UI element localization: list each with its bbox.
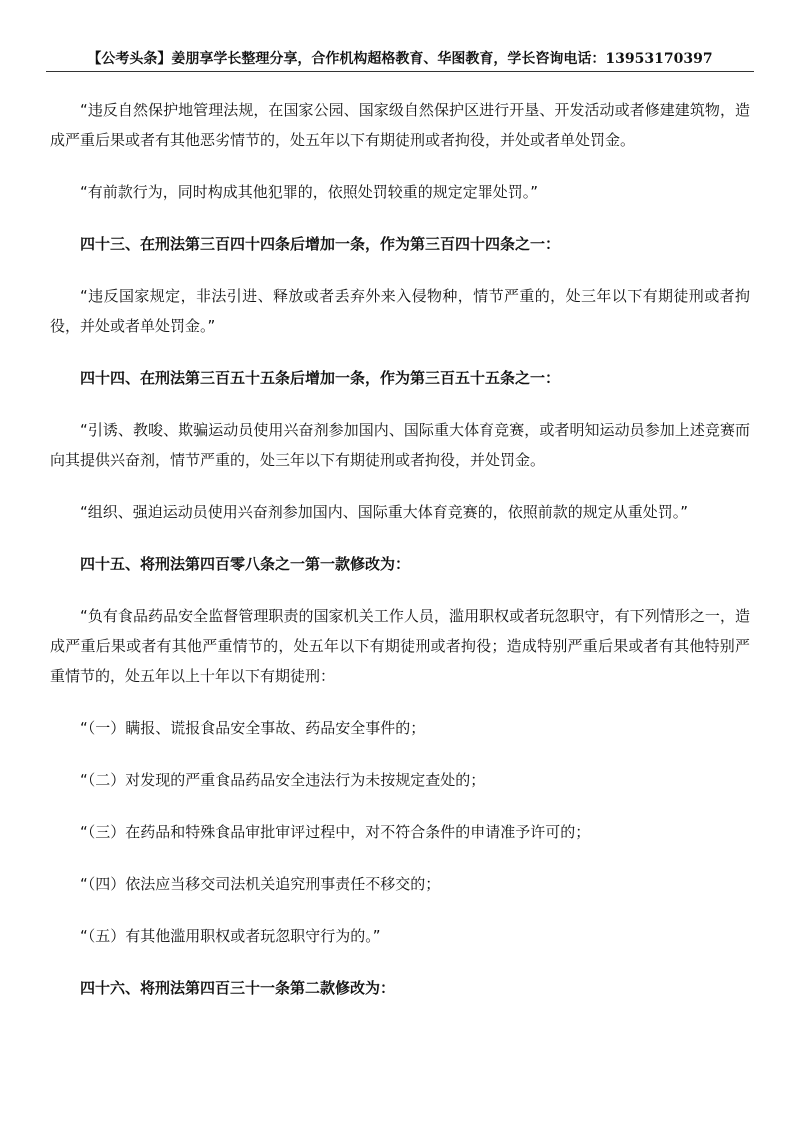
list-item: “（四）依法应当移交司法机关追究刑事责任不移交的； xyxy=(80,875,441,893)
list-item: “（五）有其他滥用职权或者玩忽职守行为的。” xyxy=(80,927,381,945)
list-item: “（二）对发现的严重食品药品安全违法行为未按规定查处的； xyxy=(80,771,486,789)
page-header: 【公考头条】姜朋享学长整理分享，合作机构超格教育、华图教育，学长咨询电话：13953170397 xyxy=(87,51,713,67)
list-item: “（一）瞒报、谎报食品安全事故、药品安全事件的； xyxy=(80,719,426,737)
document-body xyxy=(50,95,750,1025)
section-heading: 四十五、将刑法第四百零八条之一第一款修改为： xyxy=(80,555,411,573)
paragraph: “组织、强迫运动员使用兴奋剂参加国内、国际重大体育竞赛的，依照前款的规定从重处罚。” xyxy=(80,503,689,521)
list-item: “（三）在药品和特殊食品审批审评过程中，对不符合条件的申请准予许可的； xyxy=(80,823,591,841)
section-heading: 四十六、将刑法第四百三十一条第二款修改为： xyxy=(80,979,396,997)
paragraph: “违反国家规定，非法引进、释放或者丢弃外来入侵物种，情节严重的，处三年以下有期徒刑或者拘役，并处或者单处罚金。” xyxy=(50,287,750,335)
paragraph: “引诱、教唆、欺骗运动员使用兴奋剂参加国内、国际重大体育竞赛，或者明知运动员参加上述竞赛而向其提供兴奋剂，情节严重的，处三年以下有期徒刑或者拘役，并处罚金。 xyxy=(50,421,750,469)
paragraph: “有前款行为，同时构成其他犯罪的，依照处罚较重的规定定罪处罚。” xyxy=(80,183,539,201)
section-heading: 四十三、在刑法第三百四十四条后增加一条，作为第三百四十四条之一： xyxy=(80,235,561,253)
paragraph: “违反自然保护地管理法规，在国家公园、国家级自然保护区进行开垦、开发活动或者修建建筑物，造成严重后果或者有其他恶劣情节的，处五年以下有期徒刑或者拘役，并处或者单处罚金。 xyxy=(50,101,750,149)
paragraph: “负有食品药品安全监督管理职责的国家机关工作人员，滥用职权或者玩忽职守，有下列情形之一，造成严重后果或者有其他严重情节的，处五年以下有期徒刑或者拘役；造成特别严重后果或者有其他特别严重情节的，处五年以上十年以下有期徒刑： xyxy=(50,607,750,685)
header-divider xyxy=(46,71,754,72)
section-heading: 四十四、在刑法第三百五十五条后增加一条，作为第三百五十五条之一： xyxy=(80,369,561,387)
